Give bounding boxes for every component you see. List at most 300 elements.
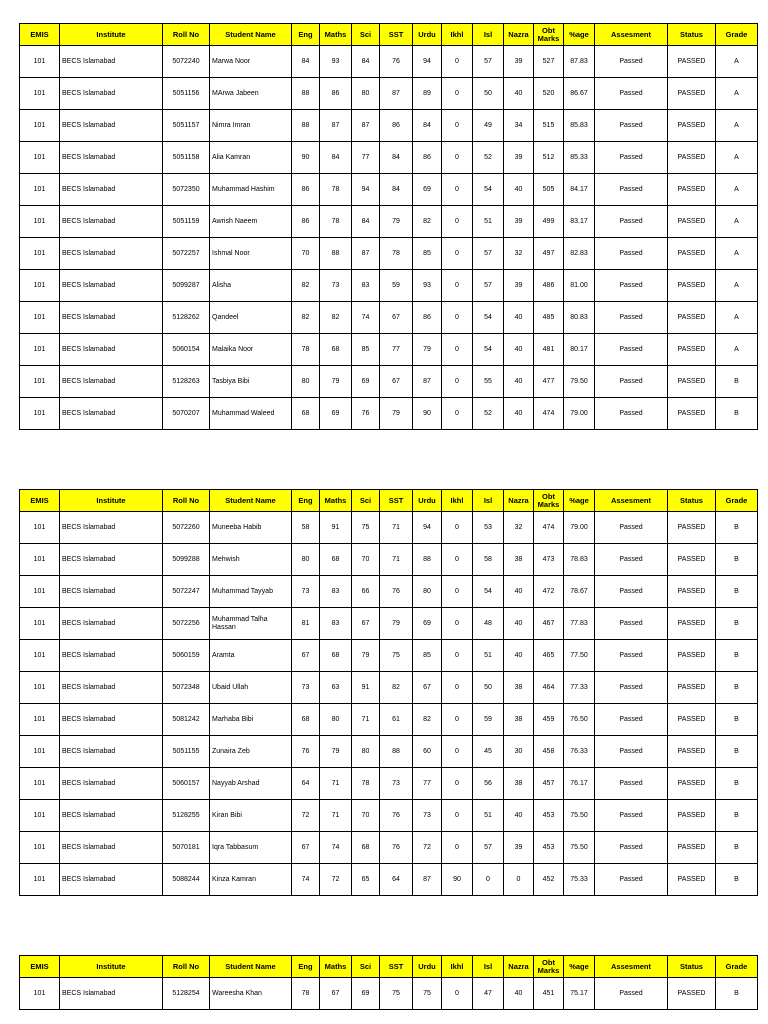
- table-row: [20, 366, 758, 398]
- cell-status: PASSED: [668, 512, 716, 544]
- cell-grade: B: [716, 398, 758, 430]
- results-block-2: [19, 489, 758, 896]
- cell-status: PASSED: [668, 302, 716, 334]
- cell-percentage: 75.50: [564, 832, 595, 864]
- cell-nazra: 40: [504, 978, 534, 1010]
- cell-sci: 65: [352, 864, 380, 896]
- cell-sst: 67: [380, 302, 413, 334]
- cell-obt-marks: 458: [534, 736, 564, 768]
- cell-grade: A: [716, 270, 758, 302]
- cell-nazra: 32: [504, 512, 534, 544]
- cell-sst: 76: [380, 832, 413, 864]
- cell-nazra: 40: [504, 640, 534, 672]
- cell-urdu: 88: [413, 544, 442, 576]
- cell-assesment: Passed: [595, 142, 668, 174]
- header-percentage: %age: [564, 24, 595, 46]
- cell-roll-no: 5128262: [163, 302, 210, 334]
- cell-assesment: Passed: [595, 366, 668, 398]
- cell-institute: BECS Islamabad: [60, 46, 163, 78]
- cell-roll-no: 5099287: [163, 270, 210, 302]
- header-row: [20, 490, 758, 512]
- cell-assesment: Passed: [595, 978, 668, 1010]
- cell-urdu: 73: [413, 800, 442, 832]
- header-percentage: %age: [564, 956, 595, 978]
- cell-isl: 48: [473, 608, 504, 640]
- header-sst: SST: [380, 956, 413, 978]
- cell-nazra: 39: [504, 142, 534, 174]
- cell-sst: 78: [380, 238, 413, 270]
- cell-sst: 76: [380, 46, 413, 78]
- cell-isl: 50: [473, 78, 504, 110]
- cell-grade: B: [716, 736, 758, 768]
- cell-isl: 45: [473, 736, 504, 768]
- cell-urdu: 82: [413, 206, 442, 238]
- cell-isl: 49: [473, 110, 504, 142]
- cell-nazra: 40: [504, 608, 534, 640]
- cell-obt-marks: 465: [534, 640, 564, 672]
- cell-percentage: 76.33: [564, 736, 595, 768]
- cell-obt-marks: 481: [534, 334, 564, 366]
- cell-institute: BECS Islamabad: [60, 672, 163, 704]
- cell-urdu: 69: [413, 608, 442, 640]
- cell-nazra: 39: [504, 832, 534, 864]
- header-maths: Maths: [320, 24, 352, 46]
- cell-urdu: 67: [413, 672, 442, 704]
- cell-percentage: 76.17: [564, 768, 595, 800]
- cell-status: PASSED: [668, 978, 716, 1010]
- cell-institute: BECS Islamabad: [60, 206, 163, 238]
- cell-student-name: Mehwish: [210, 544, 292, 576]
- cell-ikhl: 0: [442, 512, 473, 544]
- cell-status: PASSED: [668, 270, 716, 302]
- cell-sst: 79: [380, 206, 413, 238]
- cell-sci: 67: [352, 608, 380, 640]
- cell-nazra: 38: [504, 768, 534, 800]
- cell-grade: A: [716, 238, 758, 270]
- cell-percentage: 75.50: [564, 800, 595, 832]
- cell-ikhl: 0: [442, 142, 473, 174]
- header-roll-no: Roll No: [163, 24, 210, 46]
- header-nazra: Nazra: [504, 490, 534, 512]
- cell-assesment: Passed: [595, 864, 668, 896]
- cell-eng: 58: [292, 512, 320, 544]
- cell-sst: 86: [380, 110, 413, 142]
- cell-roll-no: 5081242: [163, 704, 210, 736]
- header-status: Status: [668, 24, 716, 46]
- cell-roll-no: 5072260: [163, 512, 210, 544]
- cell-roll-no: 5072240: [163, 46, 210, 78]
- cell-percentage: 85.33: [564, 142, 595, 174]
- cell-maths: 74: [320, 832, 352, 864]
- cell-nazra: 40: [504, 398, 534, 430]
- header-percentage: %age: [564, 490, 595, 512]
- cell-maths: 79: [320, 736, 352, 768]
- cell-institute: BECS Islamabad: [60, 832, 163, 864]
- cell-grade: A: [716, 142, 758, 174]
- cell-student-name: Muhammad Talha Hassan: [210, 608, 292, 640]
- cell-status: PASSED: [668, 672, 716, 704]
- cell-maths: 68: [320, 640, 352, 672]
- cell-status: PASSED: [668, 174, 716, 206]
- cell-obt-marks: 512: [534, 142, 564, 174]
- cell-roll-no: 5128255: [163, 800, 210, 832]
- cell-maths: 68: [320, 544, 352, 576]
- cell-sst: 76: [380, 576, 413, 608]
- cell-ikhl: 0: [442, 576, 473, 608]
- cell-student-name: Nayyab Arshad: [210, 768, 292, 800]
- cell-sci: 85: [352, 334, 380, 366]
- cell-sci: 74: [352, 302, 380, 334]
- cell-isl: 54: [473, 576, 504, 608]
- cell-eng: 88: [292, 78, 320, 110]
- cell-isl: 55: [473, 366, 504, 398]
- cell-emis: 101: [20, 800, 60, 832]
- header-obt-marks: Obt Marks: [534, 956, 564, 978]
- header-isl: Isl: [473, 956, 504, 978]
- cell-roll-no: 5051158: [163, 142, 210, 174]
- cell-student-name: Iqra Tabbasum: [210, 832, 292, 864]
- cell-roll-no: 5072247: [163, 576, 210, 608]
- cell-institute: BECS Islamabad: [60, 512, 163, 544]
- results-table: [19, 489, 758, 896]
- header-ikhl: Ikhl: [442, 490, 473, 512]
- cell-grade: B: [716, 544, 758, 576]
- cell-sci: 70: [352, 800, 380, 832]
- cell-sst: 79: [380, 608, 413, 640]
- cell-sci: 77: [352, 142, 380, 174]
- cell-student-name: MArwa Jabeen: [210, 78, 292, 110]
- cell-nazra: 38: [504, 672, 534, 704]
- cell-ikhl: 0: [442, 978, 473, 1010]
- cell-emis: 101: [20, 270, 60, 302]
- cell-sci: 79: [352, 640, 380, 672]
- cell-eng: 80: [292, 544, 320, 576]
- cell-grade: B: [716, 978, 758, 1010]
- cell-urdu: 72: [413, 832, 442, 864]
- cell-isl: 57: [473, 46, 504, 78]
- header-eng: Eng: [292, 956, 320, 978]
- cell-institute: BECS Islamabad: [60, 544, 163, 576]
- cell-urdu: 77: [413, 768, 442, 800]
- cell-sst: 75: [380, 640, 413, 672]
- cell-eng: 81: [292, 608, 320, 640]
- cell-sci: 87: [352, 110, 380, 142]
- cell-student-name: Qandeel: [210, 302, 292, 334]
- results-block-1: [19, 23, 758, 430]
- cell-nazra: 30: [504, 736, 534, 768]
- table-row: [20, 640, 758, 672]
- header-institute: Institute: [60, 956, 163, 978]
- cell-sst: 87: [380, 78, 413, 110]
- cell-maths: 63: [320, 672, 352, 704]
- cell-isl: 51: [473, 800, 504, 832]
- cell-ikhl: 0: [442, 544, 473, 576]
- cell-institute: BECS Islamabad: [60, 704, 163, 736]
- header-sci: Sci: [352, 956, 380, 978]
- cell-roll-no: 5072256: [163, 608, 210, 640]
- cell-percentage: 78.67: [564, 576, 595, 608]
- cell-eng: 68: [292, 704, 320, 736]
- header-assesment: Assesment: [595, 24, 668, 46]
- cell-grade: A: [716, 334, 758, 366]
- cell-eng: 88: [292, 110, 320, 142]
- cell-maths: 68: [320, 334, 352, 366]
- table-row: [20, 46, 758, 78]
- cell-isl: 54: [473, 334, 504, 366]
- cell-isl: 47: [473, 978, 504, 1010]
- cell-isl: 54: [473, 302, 504, 334]
- header-maths: Maths: [320, 490, 352, 512]
- table-row: [20, 978, 758, 1010]
- cell-eng: 86: [292, 174, 320, 206]
- cell-emis: 101: [20, 174, 60, 206]
- cell-isl: 56: [473, 768, 504, 800]
- cell-student-name: Kiran Bibi: [210, 800, 292, 832]
- cell-student-name: Alisha: [210, 270, 292, 302]
- cell-assesment: Passed: [595, 800, 668, 832]
- cell-grade: B: [716, 800, 758, 832]
- cell-urdu: 90: [413, 398, 442, 430]
- cell-obt-marks: 486: [534, 270, 564, 302]
- cell-assesment: Passed: [595, 110, 668, 142]
- cell-status: PASSED: [668, 544, 716, 576]
- cell-roll-no: 5072350: [163, 174, 210, 206]
- cell-student-name: Marhaba Bibi: [210, 704, 292, 736]
- cell-eng: 80: [292, 366, 320, 398]
- cell-nazra: 40: [504, 576, 534, 608]
- cell-sci: 69: [352, 978, 380, 1010]
- cell-ikhl: 0: [442, 704, 473, 736]
- cell-institute: BECS Islamabad: [60, 978, 163, 1010]
- cell-grade: A: [716, 110, 758, 142]
- header-emis: EMIS: [20, 24, 60, 46]
- results-block-3: [19, 955, 758, 1010]
- cell-maths: 80: [320, 704, 352, 736]
- cell-obt-marks: 453: [534, 832, 564, 864]
- cell-urdu: 60: [413, 736, 442, 768]
- cell-eng: 67: [292, 640, 320, 672]
- header-isl: Isl: [473, 490, 504, 512]
- cell-sst: 64: [380, 864, 413, 896]
- header-eng: Eng: [292, 490, 320, 512]
- cell-student-name: Muhammad Tayyab: [210, 576, 292, 608]
- header-isl: Isl: [473, 24, 504, 46]
- header-roll-no: Roll No: [163, 956, 210, 978]
- table-row: [20, 544, 758, 576]
- cell-obt-marks: 477: [534, 366, 564, 398]
- cell-assesment: Passed: [595, 238, 668, 270]
- header-grade: Grade: [716, 490, 758, 512]
- cell-status: PASSED: [668, 142, 716, 174]
- cell-emis: 101: [20, 736, 60, 768]
- cell-sst: 88: [380, 736, 413, 768]
- cell-grade: A: [716, 46, 758, 78]
- cell-ikhl: 0: [442, 832, 473, 864]
- cell-urdu: 94: [413, 46, 442, 78]
- cell-ikhl: 0: [442, 238, 473, 270]
- cell-nazra: 38: [504, 544, 534, 576]
- cell-grade: B: [716, 640, 758, 672]
- cell-sci: 71: [352, 704, 380, 736]
- cell-institute: BECS Islamabad: [60, 768, 163, 800]
- cell-obt-marks: 452: [534, 864, 564, 896]
- cell-sci: 66: [352, 576, 380, 608]
- cell-emis: 101: [20, 142, 60, 174]
- cell-isl: 50: [473, 672, 504, 704]
- cell-obt-marks: 472: [534, 576, 564, 608]
- cell-sst: 59: [380, 270, 413, 302]
- table-row: [20, 736, 758, 768]
- cell-assesment: Passed: [595, 46, 668, 78]
- cell-isl: 51: [473, 206, 504, 238]
- table-row: [20, 270, 758, 302]
- cell-emis: 101: [20, 544, 60, 576]
- cell-isl: 53: [473, 512, 504, 544]
- cell-sst: 84: [380, 142, 413, 174]
- cell-assesment: Passed: [595, 736, 668, 768]
- header-urdu: Urdu: [413, 490, 442, 512]
- cell-emis: 101: [20, 206, 60, 238]
- cell-assesment: Passed: [595, 398, 668, 430]
- cell-maths: 79: [320, 366, 352, 398]
- cell-institute: BECS Islamabad: [60, 864, 163, 896]
- cell-roll-no: 5088244: [163, 864, 210, 896]
- cell-ikhl: 0: [442, 334, 473, 366]
- cell-status: PASSED: [668, 768, 716, 800]
- cell-sci: 76: [352, 398, 380, 430]
- cell-isl: 57: [473, 270, 504, 302]
- cell-percentage: 83.17: [564, 206, 595, 238]
- cell-grade: B: [716, 832, 758, 864]
- cell-institute: BECS Islamabad: [60, 800, 163, 832]
- cell-urdu: 89: [413, 78, 442, 110]
- cell-institute: BECS Islamabad: [60, 576, 163, 608]
- cell-sci: 84: [352, 206, 380, 238]
- cell-roll-no: 5070207: [163, 398, 210, 430]
- cell-institute: BECS Islamabad: [60, 398, 163, 430]
- cell-grade: B: [716, 704, 758, 736]
- cell-urdu: 86: [413, 142, 442, 174]
- cell-percentage: 77.50: [564, 640, 595, 672]
- cell-assesment: Passed: [595, 512, 668, 544]
- cell-isl: 54: [473, 174, 504, 206]
- cell-status: PASSED: [668, 736, 716, 768]
- cell-maths: 72: [320, 864, 352, 896]
- cell-urdu: 82: [413, 704, 442, 736]
- cell-institute: BECS Islamabad: [60, 238, 163, 270]
- cell-grade: B: [716, 864, 758, 896]
- cell-obt-marks: 474: [534, 512, 564, 544]
- cell-eng: 90: [292, 142, 320, 174]
- cell-assesment: Passed: [595, 270, 668, 302]
- cell-nazra: 38: [504, 704, 534, 736]
- cell-obt-marks: 505: [534, 174, 564, 206]
- header-eng: Eng: [292, 24, 320, 46]
- cell-status: PASSED: [668, 640, 716, 672]
- header-institute: Institute: [60, 24, 163, 46]
- cell-isl: 52: [473, 398, 504, 430]
- cell-maths: 84: [320, 142, 352, 174]
- table-row: [20, 238, 758, 270]
- cell-nazra: 40: [504, 334, 534, 366]
- cell-assesment: Passed: [595, 768, 668, 800]
- cell-eng: 73: [292, 672, 320, 704]
- cell-obt-marks: 497: [534, 238, 564, 270]
- cell-maths: 93: [320, 46, 352, 78]
- cell-maths: 87: [320, 110, 352, 142]
- cell-grade: B: [716, 672, 758, 704]
- table-row: [20, 398, 758, 430]
- cell-nazra: 40: [504, 174, 534, 206]
- cell-isl: 59: [473, 704, 504, 736]
- table-row: [20, 206, 758, 238]
- cell-institute: BECS Islamabad: [60, 366, 163, 398]
- cell-roll-no: 5060154: [163, 334, 210, 366]
- cell-urdu: 85: [413, 238, 442, 270]
- cell-urdu: 75: [413, 978, 442, 1010]
- cell-roll-no: 5051156: [163, 78, 210, 110]
- cell-student-name: Marwa Noor: [210, 46, 292, 78]
- cell-sst: 79: [380, 398, 413, 430]
- table-row: [20, 302, 758, 334]
- cell-student-name: Muneeba Habib: [210, 512, 292, 544]
- cell-eng: 82: [292, 302, 320, 334]
- cell-assesment: Passed: [595, 334, 668, 366]
- cell-status: PASSED: [668, 704, 716, 736]
- cell-eng: 84: [292, 46, 320, 78]
- cell-percentage: 79.00: [564, 512, 595, 544]
- cell-sci: 83: [352, 270, 380, 302]
- cell-urdu: 80: [413, 576, 442, 608]
- cell-student-name: Zunaira Zeb: [210, 736, 292, 768]
- header-urdu: Urdu: [413, 24, 442, 46]
- cell-status: PASSED: [668, 832, 716, 864]
- header-nazra: Nazra: [504, 956, 534, 978]
- cell-obt-marks: 485: [534, 302, 564, 334]
- cell-eng: 82: [292, 270, 320, 302]
- cell-assesment: Passed: [595, 832, 668, 864]
- header-sci: Sci: [352, 24, 380, 46]
- cell-emis: 101: [20, 832, 60, 864]
- cell-maths: 83: [320, 576, 352, 608]
- cell-status: PASSED: [668, 110, 716, 142]
- cell-roll-no: 5128254: [163, 978, 210, 1010]
- cell-status: PASSED: [668, 206, 716, 238]
- cell-eng: 72: [292, 800, 320, 832]
- header-student-name: Student Name: [210, 24, 292, 46]
- cell-percentage: 85.83: [564, 110, 595, 142]
- cell-obt-marks: 453: [534, 800, 564, 832]
- cell-emis: 101: [20, 302, 60, 334]
- cell-ikhl: 0: [442, 736, 473, 768]
- cell-emis: 101: [20, 46, 60, 78]
- cell-student-name: Aramta: [210, 640, 292, 672]
- cell-maths: 78: [320, 174, 352, 206]
- cell-ikhl: 90: [442, 864, 473, 896]
- cell-status: PASSED: [668, 334, 716, 366]
- cell-percentage: 82.83: [564, 238, 595, 270]
- cell-grade: A: [716, 174, 758, 206]
- header-nazra: Nazra: [504, 24, 534, 46]
- cell-percentage: 87.83: [564, 46, 595, 78]
- cell-maths: 91: [320, 512, 352, 544]
- header-student-name: Student Name: [210, 490, 292, 512]
- cell-roll-no: 5051157: [163, 110, 210, 142]
- cell-percentage: 78.83: [564, 544, 595, 576]
- cell-nazra: 40: [504, 78, 534, 110]
- cell-percentage: 77.83: [564, 608, 595, 640]
- cell-grade: B: [716, 366, 758, 398]
